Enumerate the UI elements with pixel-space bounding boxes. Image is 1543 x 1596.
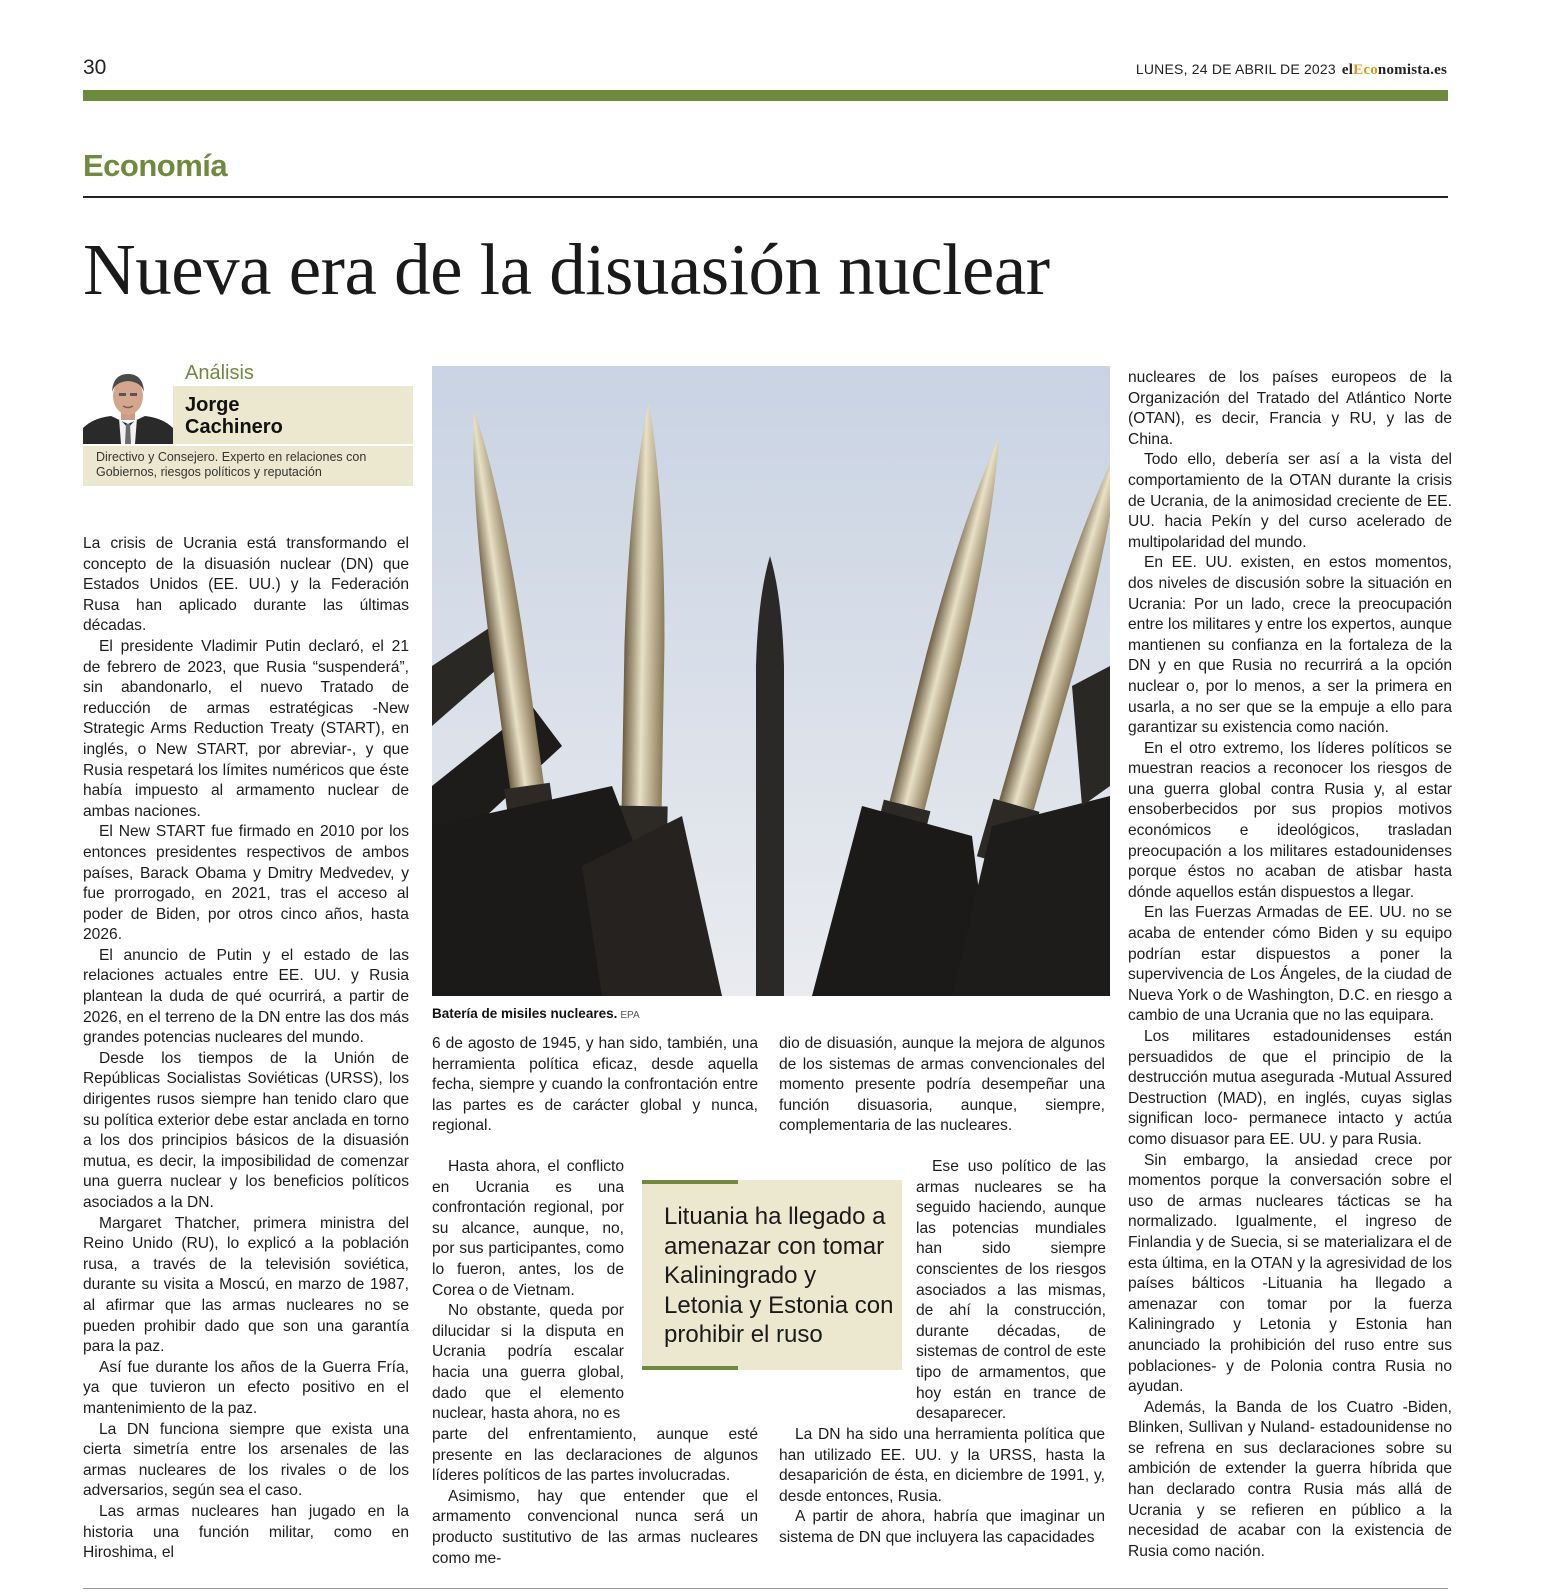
paragraph: Ese uso político de las armas nucleares se ha seguido haciendo, aunque las potencias mundiales han sido siempre conscientes de los riesgos asociados a las mismas, de ahí la construcción, durante décadas, de sistemas de control de este tipo de armamentos, que hoy están en trance de desaparecer. [916, 1158, 1106, 1423]
photo-credit: EPA [620, 1010, 640, 1021]
paragraph: El anuncio de Putin y el estado de las relaciones actuales entre EE. UU. y Rusia plantean la duda de qué ocurrirá, a partir de 2026, en el terreno de la DN entre las dos más grandes potencias nucleares del mundo. [83, 946, 409, 1047]
article-column-2-top [432, 1034, 758, 1137]
article-column-4 [1128, 368, 1452, 1562]
paragraph: Desde los tiempos de la Unión de Repúblicas Socialistas Soviéticas (URSS), los dirigentes rusos siempre han tenido claro que su política exterior debe estar anclada en torno a los dos principios básicos de la disuasión mutua, es decir, la imposibilidad de comenzar una guerra nuclear y los beneficios políticos asociados a la DN. [83, 1049, 409, 1211]
paragraph: A partir de ahora, habría que imaginar un sistema de DN que incluyera las capacidades [779, 1508, 1105, 1546]
paragraph: El presidente Vladimir Putin declaró, el 21 de febrero de 2023, que Rusia “suspenderá”, sin abandonarlo, el nuevo Tratado de reducción de armas estratégicas -New Strategic Arms Reduction Treaty (START), en inglés, o New START, por abreviar-, y que Rusia respetará los límites numéricos que éste había impuesto al armamento nuclear de ambas naciones. [83, 637, 409, 820]
brand-eco: Eco [1353, 62, 1378, 78]
paragraph: La crisis de Ucrania está transformando el concepto de la disuasión nuclear (DN) que Estados Unidos (EE. UU.) y la Federación Rusa han aplicado durante las últimas décadas. [83, 535, 409, 635]
article-column-3-middle [916, 1157, 1106, 1425]
brand-el: el [1341, 62, 1354, 78]
paragraph: En las Fuerzas Armadas de EE. UU. no se acaba de entender cómo Biden y su equipo podrían estar dispuestos a poner la supervivencia de Los Ángeles, de la ciudad de Nueva York o de Washington, D.C. en riesgo a cambio de una Ucrania que no las equipara. [1128, 904, 1452, 1025]
paragraph: parte del enfrentamiento, aunque esté presente en las declaraciones de algunos líderes políticos de las partes involucradas. [432, 1426, 758, 1485]
author-name [185, 394, 283, 438]
paragraph: Además, la Banda de los Cuatro -Biden, Blinken, Sullivan y Nuland- estadounidense no se refrena en sus declaraciones sobre su ambición de extender la guerra híbrida que han declarado contra Rusia más allá de Ucrania y se refieren en público a la necesidad de acabar con la existencia de Rusia como nación. [1128, 1398, 1452, 1560]
pull-quote-text: Lituania ha llegado a amenazar con tomar Kaliningrado y Letonia y Estonia con prohibir el ruso [664, 1203, 894, 1349]
photo-missiles [432, 366, 1110, 996]
issue-date: LUNES, 24 DE ABRIL DE 2023 [1135, 61, 1336, 77]
top-rule [83, 90, 1448, 101]
headline: Nueva era de la disuasión nuclear [83, 229, 1050, 310]
bottom-rule [83, 1588, 1448, 1589]
paragraph: nucleares de los países europeos de la Organización del Tratado del Atlántico Norte (OTAN), es decir, Francia y RU, y las de China. [1128, 369, 1452, 448]
article-column-3-bottom [779, 1425, 1105, 1549]
author-first-name: Jorge [185, 394, 240, 416]
pull-quote [642, 1180, 902, 1370]
paragraph: Hasta ahora, el conflicto en Ucrania es una confrontación regional, por su alcance, aunque, no, por sus participantes, como lo fueron, antes, los de Corea o de Vietnam. [432, 1158, 624, 1299]
author-last-name: Cachinero [185, 416, 283, 438]
article-column-1 [83, 534, 409, 1564]
pull-quote-rule-bottom [642, 1366, 738, 1370]
article-column-2-middle [432, 1157, 624, 1425]
paragraph: El New START fue firmado en 2010 por los entonces presidentes respectivos de ambos países, Barack Obama y Dmitry Medvedev, y fue prorrogado, en 2021, tras el acceso al poder de Biden, por otros cinco años, hasta 2026. [83, 823, 409, 944]
paragraph: En EE. UU. existen, en estos momentos, dos niveles de discusión sobre la situación en Ucrania: Por un lado, crece la preocupación entre los militares y entre los expertos, aunque mantienen su confianza en la fortaleza de la DN y en que Rusia no recurrirá a la opción nuclear o, por lo menos, a ser la primera en usarla, a no ser que se la empuje a ello para garantizar su existencia como nación. [1128, 554, 1452, 737]
article-column-2-bottom [432, 1425, 758, 1569]
paragraph: No obstante, queda por dilucidar si la disputa en Ucrania podría escalar hacia una guerra global, dado que el elemento nuclear, hasta ahora, no es [432, 1302, 624, 1423]
article-type-label: Análisis [185, 362, 254, 384]
section-label: Economía [83, 148, 228, 183]
brand-logo [1342, 62, 1447, 78]
avatar [83, 366, 173, 444]
page-number: 30 [83, 56, 107, 79]
author-bio: Directivo y Consejero. Experto en relaciones con Gobiernos, riesgos políticos y reputación [83, 446, 413, 486]
pull-quote-rule-top [642, 1180, 738, 1184]
paragraph: La DN ha sido una herramienta política que han utilizado EE. UU. y la URSS, hasta la desaparición de ésta, en diciembre de 1991, y, desde entonces, Rusia. [779, 1426, 1105, 1505]
paragraph: dio de disuasión, aunque la mejora de algunos de los sistemas de armas convencionales del momento presente podría desempeñar una función disuasoria, aunque, siempre, complementaria de las nucleares. [779, 1035, 1105, 1135]
paragraph: La DN funciona siempre que exista una cierta simetría entre los arsenales de las armas nucleares de los rivales o de los adversarios, según sea el caso. [83, 1420, 409, 1500]
paragraph: Sin embargo, la ansiedad crece por momentos porque la conversación sobre el uso de armas nucleares tácticas se ha normalizado. Igualmente, el ingreso de Finlandia y de Suecia, si se materializara el de esta última, en la OTAN y la agresividad de los países bálticos -Lituania ha llegado a amenazar con tomar por la fuerza Kaliningrado y Letonia y Estonia han anunciado la prohibición del ruso entre sus poblaciones- y de Polonia contra Rusia no ayudan. [1128, 1151, 1452, 1396]
paragraph: Los militares estadounidenses están persuadidos de que el principio de la destrucción mutua asegurada -Mutual Assured Destruction (MAD), en inglés, cuyas siglas significan loco- permanece intacto y actúa como disuasor para EE. UU. y para Rusia. [1128, 1028, 1452, 1148]
photo-caption [432, 1006, 640, 1021]
paragraph: En el otro extremo, los líderes políticos se muestran reacios a reconocer los riesgos de una guerra global contra Rusia y, al estar ensoberbecidos por sus propios motivos económicos e ideológicos, trasladan preocupación a los militares estadounidenses porque éstos no acaban de atisbar hasta dónde aquellos están dispuestos a llegar. [1128, 739, 1452, 901]
masthead-date [1136, 61, 1447, 79]
section-rule [83, 196, 1448, 198]
article-column-3-top [779, 1034, 1105, 1137]
brand-rest: nomista.es [1377, 62, 1447, 78]
paragraph: Todo ello, debería ser así a la vista del comportamiento de la OTAN durante la crisis de Ucrania, de la animosidad creciente de EE. UU. hacia Pekín y del curso acelerado de multipolaridad del mundo. [1128, 451, 1452, 551]
paragraph: Así fue durante los años de la Guerra Fría, ya que tuvieron un efecto positivo en el mantenimiento de la paz. [83, 1358, 409, 1417]
paragraph: 6 de agosto de 1945, y han sido, también, una herramienta política eficaz, desde aquella fecha, siempre y cuando la confrontación entre las partes es de carácter global y nunca, regional. [432, 1035, 758, 1135]
author-box [83, 360, 413, 490]
paragraph: Las armas nucleares han jugado en la historia una función militar, como en Hiroshima, el [83, 1502, 409, 1562]
paragraph: Margaret Thatcher, primera ministra del Reino Unido (RU), lo explicó a la población rusa, a través de la televisión soviética, durante su visita a Moscú, en marzo de 1987, al afirmar que las armas nucleares no se pueden prohibir dado que son una garantía para la paz. [83, 1214, 409, 1356]
paragraph: Asimismo, hay que entender que el armamento convencional nunca será un producto sustitutivo de las armas nucleares como me- [432, 1487, 758, 1567]
caption-text: Batería de misiles nucleares. [432, 1006, 618, 1021]
